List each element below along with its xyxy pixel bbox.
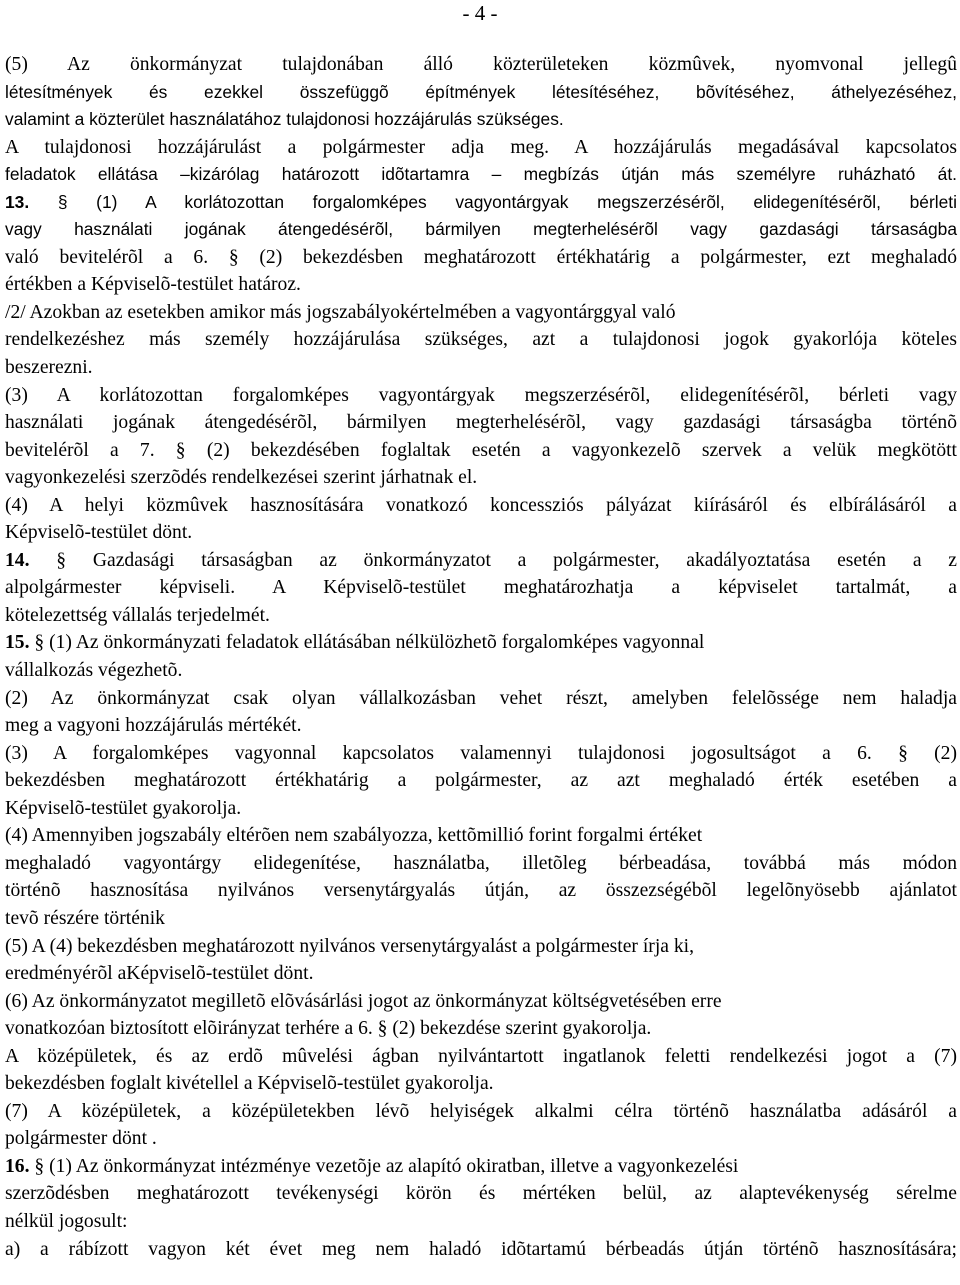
text-line xyxy=(5,189,957,217)
text-segment: (6) Az önkormányzatot megilletõ elõvásárlási jogot az önkormányzat költségvetésében erre xyxy=(5,990,722,1012)
text-segment: használati jogának átengedésérõl, bármilyen megterhelésérõl, vagy gazdasági társaságba történõ xyxy=(5,412,957,434)
text-segment: (3) A forgalomképes vagyonnal kapcsolatos valamennyi tulajdonosi jogosultságot a 6. § (2) xyxy=(5,742,957,764)
text-line xyxy=(5,850,957,878)
text-line xyxy=(5,795,957,823)
text-segment: vagy használati jogának átengedésérõl, bármilyen megterhelésérõl vagy gazdasági társaságba xyxy=(5,219,957,240)
section-number: 14. xyxy=(5,549,57,571)
text-line xyxy=(5,988,957,1016)
text-line xyxy=(5,547,957,575)
page-number: - 4 - xyxy=(462,1,498,25)
text-line xyxy=(5,685,957,713)
text-line xyxy=(5,51,957,79)
text-line xyxy=(5,1153,957,1181)
text-segment: feladatok ellátása –kizárólag határozott idõtartamra – megbízás útján más személyre ruházható át. xyxy=(5,164,957,185)
text-line xyxy=(5,216,957,244)
text-line xyxy=(5,767,957,795)
text-line xyxy=(5,1125,957,1153)
text-segment: bevitelérõl a 7. § (2) bekezdésében foglaltak esetén a vagyonkezelõ szervek a velük megkötött xyxy=(5,439,957,461)
text-segment: beszerezni. xyxy=(5,357,93,379)
text-line xyxy=(5,382,957,410)
text-line xyxy=(5,740,957,768)
text-line xyxy=(5,161,957,189)
text-line xyxy=(5,1015,957,1043)
text-segment: bekezdésben foglalt kivétellel a Képviselõ-testület gyakorolja. xyxy=(5,1073,494,1095)
text-line xyxy=(5,244,957,272)
text-segment: (4) Amennyiben jogszabály eltérõen nem szabályozza, kettõmillió forint forgalmi értéket xyxy=(5,825,703,847)
text-segment: A tulajdonosi hozzájárulást a polgármester adja meg. A hozzájárulás megadásával kapcsolatos xyxy=(5,136,957,158)
text-segment: nélkül jogosult: xyxy=(5,1210,128,1232)
text-segment: Képviselõ-testület dönt. xyxy=(5,522,193,544)
text-segment: vonatkozóan biztosított elõirányzat terhére a 6. § (2) bekezdése szerint gyakorolja. xyxy=(5,1018,652,1040)
text-segment: (2) Az önkormányzat csak olyan vállalkozásban vehet részt, amelyben felelõssége nem haladja xyxy=(5,687,957,709)
text-segment: § (1) A korlátozottan forgalomképes vagyontárgyak megszerzésérõl, elidegenítésérõl, bérleti xyxy=(57,191,957,212)
text-line xyxy=(5,1208,957,1236)
text-line xyxy=(5,1098,957,1126)
text-segment: (5) A (4) bekezdésben meghatározott nyilvános versenytárgyalást a polgármester írja ki, xyxy=(5,935,694,957)
text-segment: vagyonkezelési szerzõdés rendelkezései szerint járhatnak el. xyxy=(5,467,478,489)
text-segment: szerzõdésben meghatározott tevékenységi körön és mértéken belül, az alaptevékenység sérelme xyxy=(5,1183,957,1205)
text-line xyxy=(5,354,957,382)
text-segment: (5) Az önkormányzat tulajdonában álló közterületeken közmûvek, nyomvonal jellegû xyxy=(5,54,957,75)
section-number: 16. xyxy=(5,1155,35,1177)
text-line xyxy=(5,409,957,437)
text-line xyxy=(5,271,957,299)
text-line xyxy=(5,712,957,740)
text-segment: valamint a közterület használatához tulajdonosi hozzájárulás szükséges. xyxy=(5,109,564,130)
text-line xyxy=(5,1043,957,1071)
section-number: 15. xyxy=(5,632,35,654)
text-line xyxy=(5,960,957,988)
text-line xyxy=(5,134,957,162)
text-line xyxy=(5,602,957,630)
section-number: 13. xyxy=(5,191,58,212)
text-line xyxy=(5,519,957,547)
text-segment: A középületek, és az erdõ mûvelési ágban nyilvántartott ingatlanok feletti rendelkezési jogot a (7) xyxy=(5,1045,957,1067)
text-line xyxy=(5,79,957,107)
text-line xyxy=(5,326,957,354)
text-line xyxy=(5,905,957,933)
text-line xyxy=(5,1180,957,1208)
text-line xyxy=(5,933,957,961)
text-segment: (7) A középületek, a középületekben lévõ helyiségek alkalmi célra történõ használatba adásáról a xyxy=(5,1100,957,1122)
text-segment: /2/ Azokban az esetekben amikor más jogszabályokértelmében a vagyontárggyal való xyxy=(5,301,676,323)
text-segment: kötelezettség vállalás terjedelmét. xyxy=(5,604,270,626)
text-segment: (4) A helyi közmûvek hasznosítására vonatkozó koncessziós pályázat kiírásáról és elbírálásáról a xyxy=(5,494,957,516)
text-line xyxy=(5,1070,957,1098)
text-segment: való bevitelérõl a 6. § (2) bekezdésben meghatározott értékhatárig a polgármester, ezt meghaladó xyxy=(5,246,957,268)
text-segment: létesítmények és ezekkel összefüggõ építmények létesítéséhez, bõvítéséhez, áthelyezéséhez, xyxy=(5,81,957,102)
text-segment: értékben a Képviselõ-testület határoz. xyxy=(5,274,301,296)
text-line xyxy=(5,299,957,327)
text-line xyxy=(5,877,957,905)
text-line xyxy=(5,106,957,134)
text-segment: tevõ részére történik xyxy=(5,907,165,929)
text-line xyxy=(5,574,957,602)
text-line xyxy=(5,629,957,657)
text-segment: rendelkezéshez más személy hozzájárulása szükséges, azt a tulajdonosi jogok gyakorlója köteles xyxy=(5,329,957,351)
text-segment: polgármester dönt . xyxy=(5,1128,157,1150)
text-segment: meghaladó vagyontárgy elidegenítése, használatba, illetõleg bérbeadása, továbbá más módon xyxy=(5,852,957,874)
text-segment: § Gazdasági társaságban az önkormányzatot a polgármester, akadályoztatása esetén a z xyxy=(56,549,957,571)
text-segment: vállalkozás végezhetõ. xyxy=(5,660,183,682)
text-segment: meg a vagyoni hozzájárulás mértékét. xyxy=(5,715,302,737)
text-segment: alpolgármester képviseli. A Képviselõ-testület meghatározhatja a képviselet tartalmát, a xyxy=(5,577,957,599)
text-segment: bekezdésben meghatározott értékhatárig a polgármester, az azt meghaladó érték esetében a xyxy=(5,770,957,792)
document-body xyxy=(5,51,957,1263)
text-line xyxy=(5,822,957,850)
text-segment: eredményérõl aKépviselõ-testület dönt. xyxy=(5,963,314,985)
text-segment: § (1) Az önkormányzati feladatok ellátásában nélkülözhetõ forgalomképes vagyonnal xyxy=(34,632,705,654)
text-segment: Képviselõ-testület gyakorolja. xyxy=(5,797,242,819)
text-segment: történõ hasznosítása nyilvános versenytárgyalás útján, az összezségébõl legelõnyösebb ajánlatot xyxy=(5,880,957,902)
text-line xyxy=(5,437,957,465)
text-line xyxy=(5,1236,957,1264)
text-line xyxy=(5,464,957,492)
text-line xyxy=(5,492,957,520)
text-segment: (3) A korlátozottan forgalomképes vagyontárgyak megszerzésérõl, elidegenítésérõl, bérleti vagy xyxy=(5,384,957,406)
text-segment: § (1) Az önkormányzat intézménye vezetõje az alapító okiratban, illetve a vagyonkezelési xyxy=(34,1155,739,1177)
text-segment: a) a rábízott vagyon két évet meg nem haladó idõtartamú bérbeadás útján történõ hasznosítására; xyxy=(5,1238,957,1260)
text-line xyxy=(5,657,957,685)
